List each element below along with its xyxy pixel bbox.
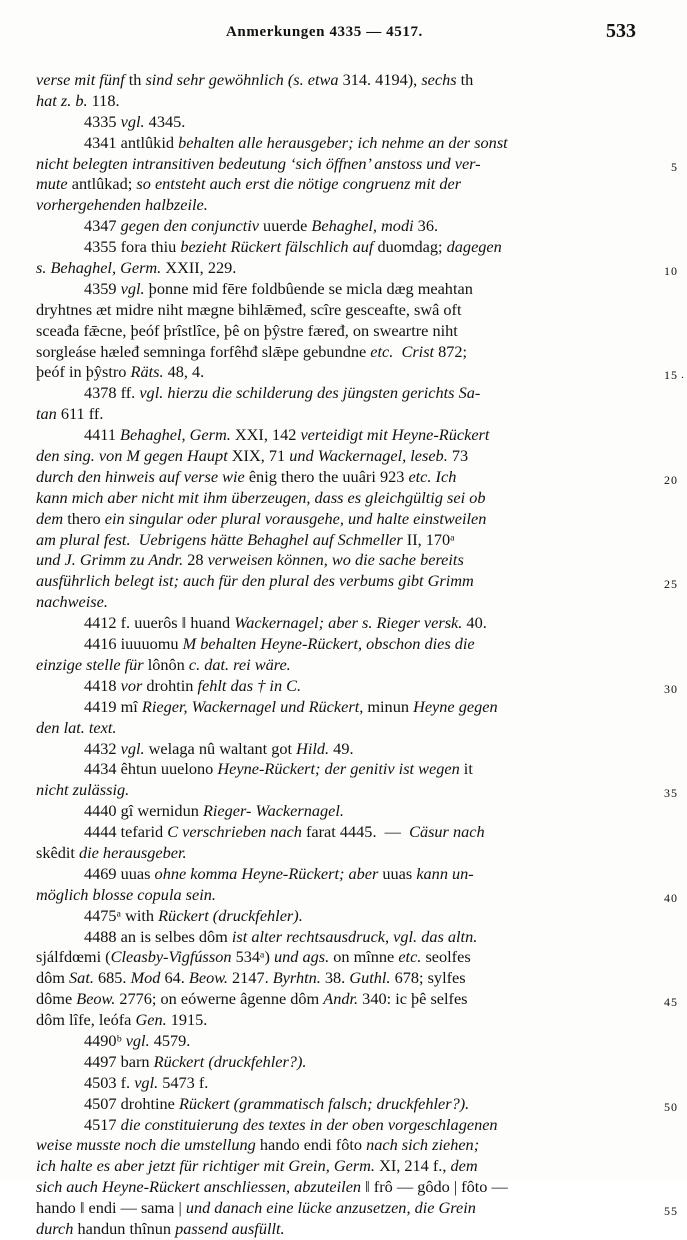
text-segment: sceađa fǣcne, þeóf þrîstlîce, þê on þŷstre fæređ, on sweartre niht <box>36 320 458 340</box>
italic-segment: Behaghel, modi <box>311 216 414 236</box>
italic-segment: Mod <box>130 968 161 988</box>
text-line <box>36 780 678 801</box>
text-segment: 4411 <box>84 425 121 445</box>
text-segment: 4355 fora thiu <box>84 237 181 257</box>
text-line <box>36 466 678 488</box>
text-segment: ‖ frô — gôdo | fôto — <box>361 1177 508 1197</box>
text-line <box>36 1073 632 1094</box>
line-number: 55 <box>664 1204 678 1219</box>
italic-segment: vgl. <box>125 1030 150 1050</box>
text-segment: 4507 drohtine <box>84 1093 179 1113</box>
text-segment: 872; <box>434 341 468 361</box>
text-segment: 4347 <box>84 216 121 236</box>
italic-segment: weise musste noch die umstellung <box>36 1135 256 1155</box>
italic-segment: durch <box>36 1218 74 1238</box>
text-line <box>36 675 678 697</box>
text-segment: th <box>124 70 146 89</box>
text-line <box>36 216 632 237</box>
text-segment: dôm lîfe, leófa <box>36 1010 136 1030</box>
text-line <box>36 571 678 592</box>
italic-segment: s. Behaghel, Germ. <box>36 258 162 278</box>
italic-segment: etc. Crist <box>370 341 435 361</box>
italic-segment: durch den hinweis auf verse wie <box>36 466 245 486</box>
italic-segment: Rieger- Wackernagel. <box>202 801 344 821</box>
italic-segment: vor <box>120 675 143 695</box>
text-segment: 49. <box>329 738 354 758</box>
italic-segment: vgl. <box>120 111 145 131</box>
text-line <box>36 1198 678 1219</box>
line-number: 5 <box>671 159 678 174</box>
italic-segment: tan <box>36 404 57 424</box>
text-segment: 2776; on eówerne âgenne dôm <box>115 989 324 1009</box>
italic-segment: ohne komma Heyne-Rückert; aber <box>154 863 379 883</box>
italic-segment: Räts. <box>130 362 164 382</box>
text-segment: 38. <box>320 968 350 988</box>
italic-segment: hat z. b. <box>36 90 88 110</box>
text-segment: 5473 f. <box>158 1072 209 1092</box>
text-line <box>36 1115 632 1136</box>
text-segment: 4378 ff. <box>84 383 140 403</box>
italic-segment: vgl. hierzu die schilderung des jüngsten gerichts Sa- <box>139 383 481 403</box>
text-segment: 4341 antlûkid <box>84 132 179 152</box>
text-segment: 4440 gî wernidun <box>84 801 203 821</box>
text-line <box>36 1093 678 1115</box>
italic-segment: Gen. <box>135 1010 167 1030</box>
text-line <box>36 1010 632 1031</box>
text-line <box>36 133 632 154</box>
text-line <box>36 906 632 927</box>
text-segment: seolfes <box>421 947 471 967</box>
text-segment: þonne mid fēre foldbûende se micla dæg meahtan <box>144 278 473 298</box>
italic-segment: und J. Grimm zu Andr. <box>36 550 184 570</box>
text-line <box>36 446 632 467</box>
italic-segment: mute <box>36 174 68 194</box>
italic-segment: Rückert (druckfehler). <box>158 905 303 925</box>
italic-segment: am plural fest. Uebrigens hätte Behaghel auf Schmeller <box>36 529 403 549</box>
text-segment: XI, 214 f., <box>375 1156 451 1176</box>
running-header <box>36 22 636 46</box>
italic-segment: M behalten Heyne-Rückert, obschon dies die <box>182 634 475 654</box>
text-line <box>36 947 632 968</box>
text-segment: duomdag; <box>373 237 447 257</box>
italic-segment: ist alter rechtsausdruck, vgl. das altn. <box>231 926 478 946</box>
text-segment: 4488 an is selbes dôm <box>84 926 232 946</box>
text-segment: 4517 <box>84 1114 121 1134</box>
text-segment: skêdit <box>36 842 79 862</box>
italic-segment: dem <box>450 1156 478 1176</box>
italic-segment: die herausgeber. <box>78 842 187 862</box>
text-line <box>36 550 632 571</box>
text-line <box>36 70 632 91</box>
text-segment: 4335 <box>84 111 121 131</box>
italic-segment: dem <box>36 508 64 528</box>
text-line <box>36 362 684 383</box>
text-segment: on mînne <box>329 947 399 967</box>
text-segment: lônôn <box>143 654 189 674</box>
text-line <box>36 300 632 321</box>
text-segment: uuerde <box>258 216 312 236</box>
text-segment: antlûkad; <box>67 174 137 194</box>
italic-segment: und danach eine lücke anzusetzen, die Grein <box>185 1198 476 1218</box>
text-segment: 4419 mî <box>84 696 142 716</box>
text-line <box>36 613 632 634</box>
italic-segment: passend ausfüllt. <box>175 1218 285 1238</box>
text-line <box>36 321 632 342</box>
italic-segment: ausführlich belegt ist; auch für den plural des verbums gibt Grimm <box>36 571 474 591</box>
text-segment: dôme <box>36 989 77 1009</box>
italic-segment: nicht zulässig. <box>36 780 130 800</box>
italic-segment: vorhergehenden halbzeile. <box>36 195 208 215</box>
text-segment: II, 170ᵃ <box>402 529 455 549</box>
text-line <box>36 1052 632 1073</box>
italic-segment: ein singular oder plural vorausgehe, und halte einstweilen <box>104 508 487 528</box>
text-line <box>36 843 632 864</box>
text-segment: handun thînun <box>73 1218 176 1238</box>
annotation-text <box>36 70 684 1240</box>
italic-segment: Rückert (grammatisch falsch; druckfehler?). <box>178 1093 470 1113</box>
text-segment: thero <box>63 508 105 528</box>
text-line <box>36 383 632 404</box>
line-number: 30 <box>664 681 678 696</box>
italic-segment: Andr. <box>323 989 359 1009</box>
italic-segment: Cäsur nach <box>409 822 485 842</box>
text-segment: it <box>459 759 473 779</box>
text-segment: farat 4445. — <box>301 822 410 842</box>
text-line <box>36 530 632 551</box>
text-line <box>36 927 632 948</box>
italic-segment: behalten alle herausgeber; ich nehme an der sonst <box>178 132 508 152</box>
italic-segment: Cleasby-Vigfússon <box>110 947 232 967</box>
text-segment: 4416 iuuuomu <box>84 634 183 654</box>
text-line <box>36 634 632 655</box>
text-line <box>36 195 632 216</box>
text-line <box>36 759 632 780</box>
italic-segment: den lat. text. <box>36 717 117 737</box>
italic-segment: einzige stelle für <box>36 654 144 674</box>
italic-segment: Sat. <box>69 968 94 988</box>
italic-segment: Guthl. <box>349 968 391 988</box>
text-line <box>36 884 678 906</box>
text-segment: 4490ᵇ <box>84 1030 126 1050</box>
text-line <box>36 655 632 676</box>
text-line <box>36 1156 632 1177</box>
italic-segment: Wackernagel; aber s. Rieger versk. <box>234 613 463 633</box>
italic-segment: verweisen können, wo die sache bereits <box>207 550 464 570</box>
line-number: 20 <box>664 472 678 487</box>
line-number: 35 <box>664 786 678 801</box>
italic-segment: die constituierung des textes in der oben vorgeschlagenen <box>120 1114 498 1134</box>
text-segment: 314. 4194), <box>338 70 422 89</box>
text-line <box>36 968 632 989</box>
text-segment: welaga nû waltant got <box>144 738 297 758</box>
text-line <box>36 404 632 425</box>
italic-segment: verse mit fünf <box>36 70 125 89</box>
italic-segment: den sing. von M gegen Haupt <box>36 446 228 466</box>
text-segment: ênig thero the uuâri 923 <box>244 466 409 486</box>
text-segment: 118. <box>87 90 120 110</box>
text-segment: 340: ic þê selfes <box>358 989 468 1009</box>
text-segment: uuas <box>378 863 417 883</box>
text-segment: 4432 <box>84 738 121 758</box>
italic-segment: C verschrieben nach <box>167 822 302 842</box>
text-line <box>36 864 632 885</box>
italic-segment: Beow. <box>76 989 116 1009</box>
italic-segment: und Wackernagel, leseb. <box>289 446 448 466</box>
italic-segment: nach sich ziehen; <box>366 1135 480 1155</box>
text-segment: 611 ff. <box>56 404 104 424</box>
text-line <box>36 509 632 530</box>
italic-segment: verteidigt mit Heyne-Rückert <box>300 425 490 445</box>
text-segment: 4579. <box>149 1030 191 1050</box>
text-line <box>36 1219 632 1240</box>
italic-segment: so entsteht auch erst die nötige congruenz mit der <box>136 174 462 194</box>
text-segment: XXI, 142 <box>230 425 301 445</box>
text-segment: 2147. <box>227 968 273 988</box>
text-line <box>36 153 678 175</box>
italic-segment: Hild. <box>296 738 330 758</box>
text-segment: th <box>456 70 474 89</box>
italic-segment: nicht belegten intransitiven bedeutung ‘sich öffnen’ anstoss und ver- <box>36 153 481 173</box>
line-number: 25 <box>664 577 678 592</box>
italic-segment: ich halte es aber jetzt für richtiger mit Grein, Germ. <box>36 1156 375 1176</box>
italic-segment: dagegen <box>446 237 502 257</box>
text-line <box>36 697 632 718</box>
text-segment: 685. <box>93 968 131 988</box>
page-number: 533 <box>606 20 636 42</box>
text-line <box>36 258 678 279</box>
text-segment: þeóf in þŷstro <box>36 362 131 382</box>
text-line <box>36 342 632 363</box>
italic-segment: vgl. <box>120 278 145 298</box>
text-line <box>36 1177 632 1198</box>
italic-segment: Heyne gegen <box>413 696 498 716</box>
text-segment: dôm <box>36 968 70 988</box>
italic-segment: c. dat. rei wäre. <box>188 654 291 674</box>
text-segment: 4497 barn <box>84 1051 154 1071</box>
italic-segment: nachweise. <box>36 592 108 612</box>
text-line <box>36 801 632 822</box>
italic-segment: fehlt das † in C. <box>197 675 302 695</box>
text-line <box>36 1031 632 1052</box>
text-segment: sorgleáse hæleđ semninga forfêhđ slǣpe gebundne <box>36 341 371 361</box>
text-segment: 4444 tefarid <box>84 822 168 842</box>
text-segment: 64. <box>160 968 189 988</box>
text-segment: drohtin <box>142 675 198 695</box>
text-segment: 4412 f. uuerôs ‖ huand <box>84 613 235 633</box>
italic-segment: Byrhtn. <box>272 968 321 988</box>
text-line <box>36 592 632 613</box>
text-segment: 40. <box>462 613 487 633</box>
text-line <box>36 488 632 509</box>
italic-segment: vgl. <box>120 738 145 758</box>
italic-segment: vgl. <box>134 1072 159 1092</box>
italic-segment: etc. Ich <box>408 466 457 486</box>
text-segment: 534ᵃ) <box>231 947 274 967</box>
italic-segment: Behaghel, Germ. <box>120 425 231 445</box>
text-segment: sjálfdœmi ( <box>36 947 111 967</box>
line-number: 10 <box>664 264 678 279</box>
text-segment: 678; sylfes <box>390 968 466 988</box>
header-title: Anmerkungen 4335 — 4517. <box>226 24 423 40</box>
italic-segment: Rieger, Wackernagel und Rückert, <box>141 696 364 716</box>
text-segment: 4475ᵃ with <box>84 905 159 925</box>
italic-segment: kann un- <box>416 863 474 883</box>
text-line <box>36 718 632 739</box>
text-segment: minun <box>363 696 414 716</box>
text-line <box>36 279 632 300</box>
italic-segment: sechs <box>421 70 457 89</box>
line-number: 50 <box>664 1099 678 1114</box>
text-line <box>36 739 632 760</box>
text-line <box>36 112 632 133</box>
line-number: 45 <box>664 995 678 1010</box>
text-segment: 4469 uuas <box>84 863 155 883</box>
text-segment: hando endi fôto <box>255 1135 367 1155</box>
italic-segment: Heyne-Rückert; der genitiv ist wegen <box>217 759 460 779</box>
text-segment: 36. <box>413 216 439 236</box>
text-line <box>36 822 632 843</box>
italic-segment: bezieht Rückert fälschlich auf <box>180 237 374 257</box>
text-segment: 4418 <box>84 675 121 695</box>
text-segment: hando ‖ endi — sama | <box>36 1198 186 1218</box>
text-line <box>36 1135 632 1156</box>
text-segment: XXII, 229. <box>161 258 237 278</box>
text-line <box>36 989 678 1010</box>
italic-segment: Beow. <box>188 968 228 988</box>
text-line <box>36 91 632 112</box>
line-number: 15 <box>664 368 678 383</box>
italic-segment: kann mich aber nicht mit ihm überzeugen, dass es gleichgültig sei ob <box>36 487 486 507</box>
text-line <box>36 425 632 446</box>
text-line <box>36 174 632 195</box>
text-segment: 4434 êhtun uuelono <box>84 759 218 779</box>
text-segment: 28 <box>183 550 208 570</box>
text-segment: 73 <box>447 446 469 466</box>
italic-segment: sind sehr gewöhnlich (s. etwa <box>145 70 339 89</box>
text-segment: 4345. <box>144 111 186 131</box>
text-segment: 4359 <box>84 278 121 298</box>
text-segment: XIX, 71 <box>227 446 290 466</box>
text-segment: 1915. <box>166 1010 208 1030</box>
italic-segment: Rückert (druckfehler?). <box>153 1051 307 1071</box>
italic-segment: möglich blosse copula sein. <box>36 884 216 904</box>
italic-segment: gegen den conjunctiv <box>120 216 259 236</box>
margin-dot: . <box>681 367 684 382</box>
line-number: 40 <box>664 890 678 905</box>
text-segment: dryhtnes æt midre niht mægne bihlǣmeđ, scîre gesceafte, swâ oft <box>36 299 462 319</box>
text-line <box>36 237 632 258</box>
text-segment: 48, 4. <box>163 362 205 382</box>
text-segment: 4503 f. <box>84 1072 135 1092</box>
italic-segment: sich auch Heyne-Rückert anschliessen, abzuteilen <box>36 1177 362 1197</box>
italic-segment: etc. <box>398 947 422 967</box>
italic-segment: und ags. <box>273 947 330 967</box>
